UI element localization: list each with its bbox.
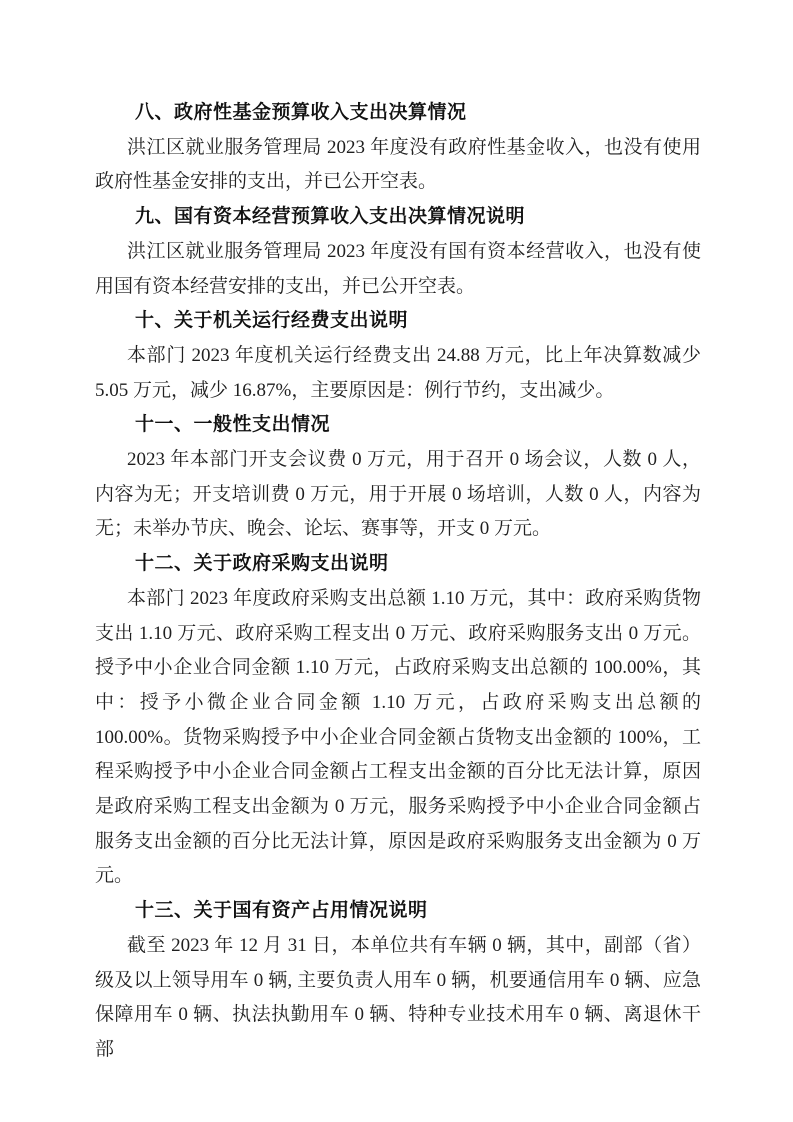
section-paragraph-8-gov-fund-budget: 洪江区就业服务管理局 2023 年度没有政府性基金收入，也没有使用政府性基金安排的支出，并已公开空表。 — [95, 136, 701, 193]
section-paragraph-10-operating-expense: 本部门 2023 年度机关运行经费支出 24.88 万元，比上年决算数减少 5.05 万元，减少 16.87%，主要原因是：例行节约，支出减少。 — [95, 344, 701, 401]
section-heading-9-state-capital-budget: 九、国有资本经营预算收入支出决算情况说明 — [135, 206, 526, 228]
section-heading-13-state-asset-occupancy: 十三、关于国有资产占用情况说明 — [135, 900, 428, 922]
section-paragraph-13-state-asset-occupancy: 截至 2023 年 12 月 31 日，本单位共有车辆 0 辆，其中，副部（省）级及以上领导用车 0 辆, 主要负责人用车 0 辆，机要通信用车 0 辆、应急保障用车 0 辆、执法执勤用车 0 辆、特种专业技术用车 0 辆、离退休干部 — [95, 934, 701, 1060]
section-heading-8-gov-fund-budget: 八、政府性基金预算收入支出决算情况 — [135, 102, 467, 123]
section-paragraph-9-state-capital-budget: 洪江区就业服务管理局 2023 年度没有国有资本经营收入，也没有使用国有资本经营安排的支出，并已公开空表。 — [95, 240, 701, 297]
section-heading-11-general-expense: 十一、一般性支出情况 — [135, 414, 331, 436]
section-heading-12-gov-procurement: 十二、关于政府采购支出说明 — [135, 553, 389, 575]
section-paragraph-12-gov-procurement: 本部门 2023 年度政府采购支出总额 1.10 万元，其中：政府采购货物支出 1.10 万元、政府采购工程支出 0 万元、政府采购服务支出 0 万元。授予中小企业合同金额 1.10 万元，占政府采购支出总额的 100.00%，其中：授予小微企业合同金额 1.10 万元，占政府采购支出总额的 100.00%。货物采购授予中小企业合同金额占货物支出金额的 100%，工程采购授予中小企业合同金额占工程支出金额的百分比无法计算，原因是政府采购工程支出金额为 0 万元，服务采购授予中小企业合同金额占服务支出金额的百分比无法计算，原因是政府采购服务支出金额为 0 万元。 — [95, 587, 701, 887]
section-paragraph-11-general-expense: 2023 年本部门开支会议费 0 万元，用于召开 0 场会议，人数 0 人，内容为无；开支培训费 0 万元，用于开展 0 场培训，人数 0 人，内容为无；未举办节庆、晚会、论坛、赛事等，开支 0 万元。 — [95, 449, 701, 540]
section-heading-10-operating-expense: 十、关于机关运行经费支出说明 — [135, 310, 409, 332]
document-content — [95, 96, 701, 1068]
